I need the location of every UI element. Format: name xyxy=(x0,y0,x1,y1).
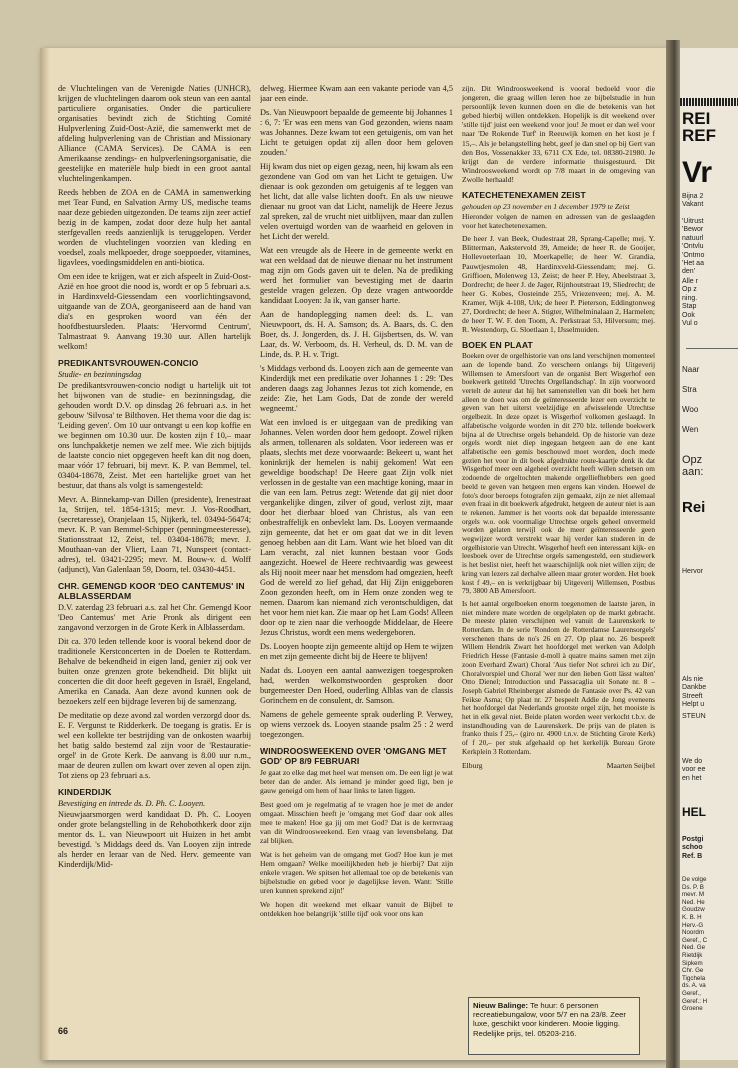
paragraph: Dit ca. 370 leden tellende koor is vooral bekend door de traditionele Kerstconcerten in de Doelen te Rotterdam. Behalve de bekendheid in eigen land, genieт zij ook ver buiten onze grenzen grote bekendheid. Dit blijkt uit concerten die dit door heeft gegeven in Israël, Engeland, Amerika en Canada. Aan deze avond kunnen ook de bezoekers zelf een bijdrage leveren bij de samenzang. xyxy=(58,637,251,706)
paragraph: Boeken over de orgelhistorie van ons land verschijnen momenteel aan de lopende band. Zo verscheen onlangs bij Uitgeverij Willemsen te Amersfoort van de organist Bert Wisgerhof een boekwerk getiteld 'Utrechts Orgellandschap'. In zijn voorwoord vertelt de auteur dat hij het samenstellen van dit boek het hem alleen te doen was om de geïnteresseerde lezer een overzicht te geven van het uiterst veelzijdige en afwisselende Utrechtse orgelbezit. In deze opzet is Wisgerhof volkomen geslaagd. In alfabetische volgorde worden in dit 270 blz. tellende boekwerk bijna al de Utrechtse orgels behandeld. Op de historie van deze orgels wordt niet diep ingegaan hetgeen aan de ene kant alfabetische een gemis beschouwd moet worden, doch mede gezien het voor in dit boek afgedrukte route-kaartje denk ik dat Wisgerhof meer een algeheel overzicht heeft willen schetsen om zodoende de orgeltochten makende orgelliefhebbers een goed beeld te geven van hetgeen men ergens kan vinden. Hoewel de foto's door beroeps fotografen zijn gemaakt, zijn ze niet allemaal even fraai in dit boekwerk afgedrukt, hetgeen de auteur niet is aan te rekenen. Jammer is het voorts ook dat bepaalde interessante orgels w.o. ook voormalige Utrechtse orgels geheel onvermeld worden gelaten terwijl ook de meer geïnteresseerde geen wegwijzer wordt verstrekt waar hij verder kan studeren in de orgelhistorie van Utrecht. Wisgerhof heeft een interessant kijk- en leesboek over de Utrechtse orgels samengesteld, een studiewerk is het beslist niet, heeft het waarschijnlijk ook niet willen zijn; de kring van lezers zal derhalve alleen maar groter worden. Het boek kost f 49,– en is verkrijgbaar bij Uitgeverij Willemsen, Postbus 79, 3800 AB Amersfoort. xyxy=(462,351,655,596)
paragraph: Om een idee te krijgen, wat er zich afspeelt in Zuid-Oost-Azië en hoe groot die nood is, wordt er op 5 februari a.s. in Hardinxveld-Giessendam een voorlichtingsavond, uitgaande van de ZOA, georganiseerd aan de hand van dia's en gesproken woord van één der hoofdbestuursleden. Plaats: 'Hervormd Centrum', Talmastraat 9. Aanvang 19.30 uur. Allen hartelijk welkom! xyxy=(58,272,251,351)
paragraph: Best goed om je regelmatig af te vragen hoe je met de ander omgaat. Misschien heeft je 'omgang met God' daar ook alles mee te maken! Hoe ga jij om met God? Dat is de kernvraag van dit Windroosweekend. Een vraag van levensbelang. Dat zal blijken. xyxy=(260,799,453,846)
adjacent-page xyxy=(680,48,738,1060)
heading-boek-en-plaat: BOEK EN PLAAT xyxy=(462,340,533,351)
ad-lead: Nieuw Balinge: xyxy=(473,1001,529,1010)
paragraph: De heer J. van Beek, Oudestraat 28, Sprang-Capelle; mej. Y. Blitterman, Aakstervold 39, Ameide; de heer R. de Gooijer, Hollevoeterlaan 10, Moerkapelle; de heer W. Grandia, Pauwtjesmolen 48, Hardinxveld-Giessendam; mej. G. Griffioen, Molenweg 13, Zeist; de heer P. Hey, Abeelstraat 3, Dordrecht; de heer J. de Jager, Rijnhoutstraat 19, Sliedrecht; de heer G. Kobes, Oosteinde 255, Vriezenveen; mej. A. M. Kramer, Wijk 4-108, Urk; de heer P. Pieterson, Eddingtonweg 27, Dordrecht; de heer A. Stigter, Wilhelminalaan 2, Harmelen; de heer T. W. F. den Toom, A. Perkstraat 53, Hilversum; mej. R. Westendorp, G. Sloetlaan 1, IJsselmuiden. xyxy=(462,234,655,335)
subheading: Studie- en bezinningsdag xyxy=(58,370,142,379)
paragraph: zijn. Dit Windroosweekend is vooral bedoeld voor die jongeren, die graag willen leren hoe ze bijbelstudie in hun persoonlijk leven kunnen doen en die de betekenis van het gebed hierbij willen ontdekken. Hopelijk is dit weekend over 'stille tijd' juist een weekend voor jou! Je moet er dan wel voor naar 'De Rokende Turf' in Reeuwijk komen en het kost je f 15,–. Als je belangstelling hebt, geef je dan snel op bij Gert van den Bos, Vossenakker 33, 6711 CX Ede, tel. 08380-21980. Je krijgt dan de verdere informatie thuisgestuurd. Dit Windroosweekend wordt op 7/8 maart in de omgeving van Zwolle herhaald! xyxy=(462,84,655,184)
paragraph: de Vluchtelingen van de Verenigde Naties (UNHCR), krijgen de vluchtelingen daarom ook steun van een aantal particuliere organisaties. Onder die particuliere organisaties bevindt zich de Stichting Comité Hulpverlening Zuid-Oost-Azië, die samenwerkt met de afdeling hulpverlening van de Christian and Missionary Alliance (CAMA Services). De CAMA is een Amerikaanse zendings- en hulpverleningsorganisatie, die geestelijke en materiële hulp biedt in een groot aantal vluchtelingenkampen. xyxy=(58,84,251,183)
paragraph: De meditatie op deze avond zal worden verzorgd door ds. E. F. Vergunst te Ridderkerk. De toegang is gratis. Er is wel een kollekte ter bestrijding van de onkosten waarbij het batig saldo bestemd zal zijn voor de 'Restauratie-orgel' in de Grote Kerk. De aanvang is 8.00 uur n.m., maar de deuren zullen om kwart over zeven al open zijn. Tot ziens op 23 februari a.s. xyxy=(58,711,251,780)
form-label: Naar xyxy=(682,365,700,374)
paragraph: Wat een vreugde als de Heere in de gemeente werkt en wat een weldaad dat de nieuwe dienaar nu het instrument mag zijn om Gods gaven uit te delen. Na de prediking werd het formulier van bevestiging met de daarin gestelde vragen gelezen. Op deze vragen antwoordde kandidaat Looyen: Ja ik, van ganser harte. xyxy=(260,246,453,305)
adjacent-heading-2: REF xyxy=(682,126,716,145)
column-3 xyxy=(462,84,655,989)
paragraph: Wat is het geheim van de omgang met God? Hoe kun je met Hem omgaan? Welke moeilijkheden heb je hierbij? Dat zijn enkele vragen. We spitsen het allemaal toe op de betekenis van bijbelstudie en gebed voor je dagelijkse leven. Want: 'Stille uren kunnen sprekend zijn!' xyxy=(260,849,453,896)
paragraph: Hieronder volgen de namen en adressen van de geslaagden voor het katechetenexamen. xyxy=(462,212,655,231)
signature-place: Elburg xyxy=(462,760,483,770)
paragraph: Reeds hebben de ZOA en de CAMA in samenwerking met Tear Fund, en Salvation Army US, medische teams naar deze gebieden uitgezonden. De teams zijn zeer actief bezig in de kampen, zodat door deze hulp het aantal sterfgevallen reeds aanzienlijk is teruggelopen. Verder worden de vluchtelingen voorzien van kleding en voedsel, zoals melkpoeder, droge soeppoeder, vitamines, ligavlees, voedingsmiddelen en anti-biotica. xyxy=(58,188,251,267)
adjacent-text: Hervor xyxy=(682,568,704,575)
adjacent-heading-4: HEL xyxy=(682,805,706,819)
book-spine xyxy=(666,40,680,1068)
paragraph: Nieuwjaarsmorgen werd kandidaat D. Ph. C. Looyen onder grote belangstelling in de Rehobothkerk door zijn mentor ds. L. van Nieuwpoort uit Huizen in het ambt bevestigd. 's Middags deed ds. Van Looyen zijn intrede als herder en leraar van de Ned. Herv. gemeente van Kinderdijk/Mid- xyxy=(58,810,251,869)
adjacent-text: Bijna 2 Vakant xyxy=(682,193,704,209)
heading-deo-cantemus: CHR. GEMENGD KOOR 'DEO CANTEMUS' IN ALBLASSERDAM xyxy=(58,581,245,601)
adjacent-text: 'Uitrust 'Bewor natuurl 'Ontvlu 'Ontmo 'Het aa den' xyxy=(682,218,705,276)
heading-kinderdijk: KINDERDIJK xyxy=(58,787,112,797)
adjacent-text: Alle r Op z ning. Stap Ook Vul o xyxy=(682,278,698,328)
adjacent-text: Opz aan: xyxy=(682,454,704,478)
paragraph: Hij kwam dus niet op eigen gezag, neen, hij kwam als een gezondene van God om van het Licht te getuigen. Uw dienaar is ook gezonden om getuigenis af te leggen van het licht, dat alle valse lichten doofτ. En als uw nieuwe dienaar nu groot van dat Licht, namelijk de Heere Jezus zal spreken, zal de vrucht niet uitblijven, maar dan zullen velen overtuigd worden van de waarheid en geloven in het Licht der wereld. xyxy=(260,162,453,241)
heading-predikantsvrouwen: PREDIKANTSVROUWEN-CONCIO xyxy=(58,358,199,368)
subheading: gehouden op 23 november en 1 december 1979 te Zeist xyxy=(462,202,630,212)
column-1 xyxy=(58,84,251,989)
page-fold-shadow xyxy=(40,48,50,1060)
subheading: Bevestiging en intrede ds. D. Ph. C. Looyen. xyxy=(58,799,206,808)
ad-text: Te huur: 6 personen recreatiebungalow, voor 5/7 en na 23/8. Zeer luxe, geschikt voor kinderen. Mooie ligging. Redelijke prijs, tel. 05203-216. xyxy=(473,1001,626,1038)
paragraph: Ds. Van Nieuwpoort bepaalde de gemeente bij Johannes 1 : 6, 7: 'Er was een mens van God gezonden, wiens naam was Johannes. Deze kwam tot een getuigenis, om van het Licht te getuigen opdat zij allen door hem geloven zouden.' xyxy=(260,108,453,157)
paragraph: Mevr. A. Binnekamp-van Dillen (presidente), Irenestraat 1a, Strijen, tel. 1854-1315; mevr. J. Vos-Roodhart, (secretaresse), Oranjelaan 15, Nijkerk, tel. 03494-56474; mevr. K. P. van Bemmel-Schipper (penningmeesteresse), Stationsstraat 12, Zeist, tel. 03404-18678; mevr. J. Mouthaan-van der Vliert, Laan 71, Nunspeet (contact-adres), tel. 03421-2295; mevr. M. Bouw-v. d. Wolff (adjunct), Van Galenlaan 59, Doorn, tel. 03430-4451. xyxy=(58,495,251,574)
heading-katechetenexamen: KATECHETENEXAMEN ZEIST xyxy=(462,190,586,201)
paragraph: We hopen dit weekend met elkaar vanuit de Bijbel te ontdekken hoe belangrijk 'stille tijd' ook voor ons kan xyxy=(260,899,453,918)
paragraph: Wat een invloed is er uitgegaan van de prediking van Johannes. Velen worden door hem gedoopt. Zowel rijken als armen, tollenaren als soldaten. Voor iedereen was er plaats, slechts met deze voorwaarde: Bekeert u, want het koninkrijk der hemelen is nabij gekomen! Wat een geweldige boodschap! De Heere gaat Zijn volk niet verlossen in de gestalte van een machtige koning, maar in die van een lam. Petrus zegt: Wetende dat gij niet door vergankelijke dingen, zilver of goud, verlost zijt, maar door het dierbaar bloed van Christus, als van een onbestraffelijk en onbevlekt lam. Ds. Looyen vermaande zijn gemeente, dat het er om gaat dat we in dit leven genoeg hebben aan dit Lam. Want wie het bloed van dit Lam veracht, zal niet kunnen bestaan voor Gods aangezicht. Hoewel de Heere rechtvaardig was geweest als Hij nooit meer naar het mensdom had omgezien, heeft God de wereld zo lief gehad, dat Hij Zijn eniggeboren Zoon gezonden heeft, om in Hem onze zonden weg te nemen. Daarom kan niemand zich verontschuldigen, dat het voor hem niet kan. Zie maar op het Lam Gods! Alleen door op te zien naar die verhoogde Middelaar, de Heere Jezus Christus, wordt een mens wedergeboren. xyxy=(260,418,453,637)
paragraph: Ds. Looyen hoopte zijn gemeente altijd op Hem te wijzen en met zijn gemeente dicht bij de Heere te blijven! xyxy=(260,642,453,661)
paragraph: Nadat ds. Looyen een aantal aanwezigen toegesproken had, werden welkomstwoorden gesproken door burgemeester Den Hoed, ouderling Alblas van de classis Gorinchem en de consulent, dr. Samson. xyxy=(260,666,453,705)
adjacent-text: We do voor ee en het xyxy=(682,758,706,782)
paragraph: 's Middags verbond ds. Looyen zich aan de gemeente van Kinderdijk met een predikatie over Johannes 1 : 29: 'Des anderen daags zag Johannes Jezus tot zich komende, en zeide: Zie, het Lam Gods, Dat de zonde der wereld wegneemt.' xyxy=(260,364,453,413)
adjacent-text: STEUN xyxy=(682,713,706,720)
paragraph: Aan de handoplegging namen deel: ds. L. van Nieuwpoort, ds. H. A. Samson; ds. A. Baars, ds. C. den Boer, ds. J. Jongerden, ds. J. H. Gijsbertsen, ds. W. van Laar, ds. W. Verboom, ds. H. Verheul, ds. D. M. van de Linde, ds. P. H. v. Trigt. xyxy=(260,310,453,359)
signature-author: Maarten Seijbel xyxy=(606,760,655,770)
adjacent-text: Postgi schoo Ref. B xyxy=(682,836,704,860)
divider xyxy=(686,348,738,349)
form-label: Woo xyxy=(682,405,699,414)
adjacent-big-heading: Vr xyxy=(682,156,713,189)
barcode-strip xyxy=(680,98,738,106)
classified-ad-box xyxy=(468,997,640,1055)
form-label: Wen xyxy=(682,425,699,434)
paragraph: Je gaat zo elke dag met heel wat mensen om. De een ligt je wat beter dan de ander. Als iemand je minder goed ligt, ben je gauw geneigd om hem of haar links te laten liggen. xyxy=(260,768,453,796)
adjacent-text: De volge Ds. P. B mevr. M Ned. He Goudzw K. B. H Herv.-G Noordm Geref., C Ned. Ge Rietdijk Sipkem Chr. Ge Tigchela ds. A. va Geref., Geref.: H Groene xyxy=(682,876,708,1013)
column-2 xyxy=(260,84,453,989)
page-number: 66 xyxy=(58,1026,69,1036)
paragraph: Namens de gehele gemeente sprak ouderling P. Verwey, op wiens verzoek ds. Looyen staande psalm 25 : 2 werd toegezongen. xyxy=(260,710,453,739)
paragraph: De predikantsvrouwen-concio nodigt u hartelijk uit tot het bijwonen van de studie- en bezinningsdag, die gehouden wordt D.V. op dinsdag 26 februari a.s. in het gebouw 'Silvosa' te Bilthoven. Het thema voor die dag is: 'Leiding geven'. Om 10 uur ontvangt u een kop koffie en we beginnen om 10.30 uur. De kosten zijn f 10,– maar ons lunchpakketje nemen we zelf mee. Wie zich bijtijds de laatste concio niet opgegeven heeft kan dit nog doen, maar vóór 17 februari, bij mevr. K. P. van Bemmel, tel. 03404-18678, Zeist. Met een hartelijke groet van het bestuur, dat thans als volgt is samengesteld: xyxy=(58,381,251,490)
adjacent-heading-3: Rei xyxy=(682,499,706,516)
paragraph: Is het aantal orgelboeken enorm toegenomen de laatste jaren, in niet mindere mate worden de orgelplaten op de markt gebracht. De meeste platen verschijnen wel vanuit de Laurenskerk te Rotterdam. In de serie 'Rondom de Rotterdamse Laurensorgels' verschenen thans de no's 26 en 27. Op plaat no. 26 bespeelt Willem Hendrik Zwart het hoofdorgel met werken van Adolph Friedrich Hesse (Fantasie d-moll à quatre mains samen met zijn zoon Everhard Zwart) Choral 'Aus tiefer Not schrei ich zu Dir', Choralvorspiel und Choral 'wer nur den lieben Gott lässt walten' Otto Dienel; Introduction und Passacaglia uit Sonate nr. 8 – Joseph Gabriel Rheinberger alsmede de Fantasie over Ps. 42 van Feikse Asma; Op plaat nr. 27 bespeelt Addie de Jong eveneens het hoofdorgel dat Nederlands grootste orgel zijn, het mooiste is het in elk geval niet. Beide platen worden weer verkocht t.b.v. de instandhouding van de Laurenskerk. De prijs van de platen is franko thuis f 25,– (giro nr. 4900 t.n.v. de Stichting Grote Kerk) of f 20,– per stuk afgehaald op het kerkelijk Bureau Grote Kerkplein 3 Rotterdam. xyxy=(462,598,655,756)
paragraph: D.V. zaterdag 23 februari a.s. zal het Chr. Gemengd Koor 'Deo Cantemus' met Arie Pronk als dirigent een zangavond verzorgen in de Grote Kerk in Alblasserdam. xyxy=(58,603,251,632)
adjacent-text: Als nie Dankbe Streeft Helpt u xyxy=(682,676,707,709)
heading-windroosweekend: WINDROOSWEEKEND OVER 'OMGANG MET GOD' OP 8/9 FEBRUARI xyxy=(260,746,447,766)
adjacent-heading-1: REI xyxy=(682,109,711,128)
form-label: Stra xyxy=(682,385,697,394)
magazine-page xyxy=(40,48,666,1060)
signature-line xyxy=(462,761,655,770)
paragraph: delweg. Hiermee Kwam aan een vakante periode van 4,5 jaar een einde. xyxy=(260,84,453,103)
